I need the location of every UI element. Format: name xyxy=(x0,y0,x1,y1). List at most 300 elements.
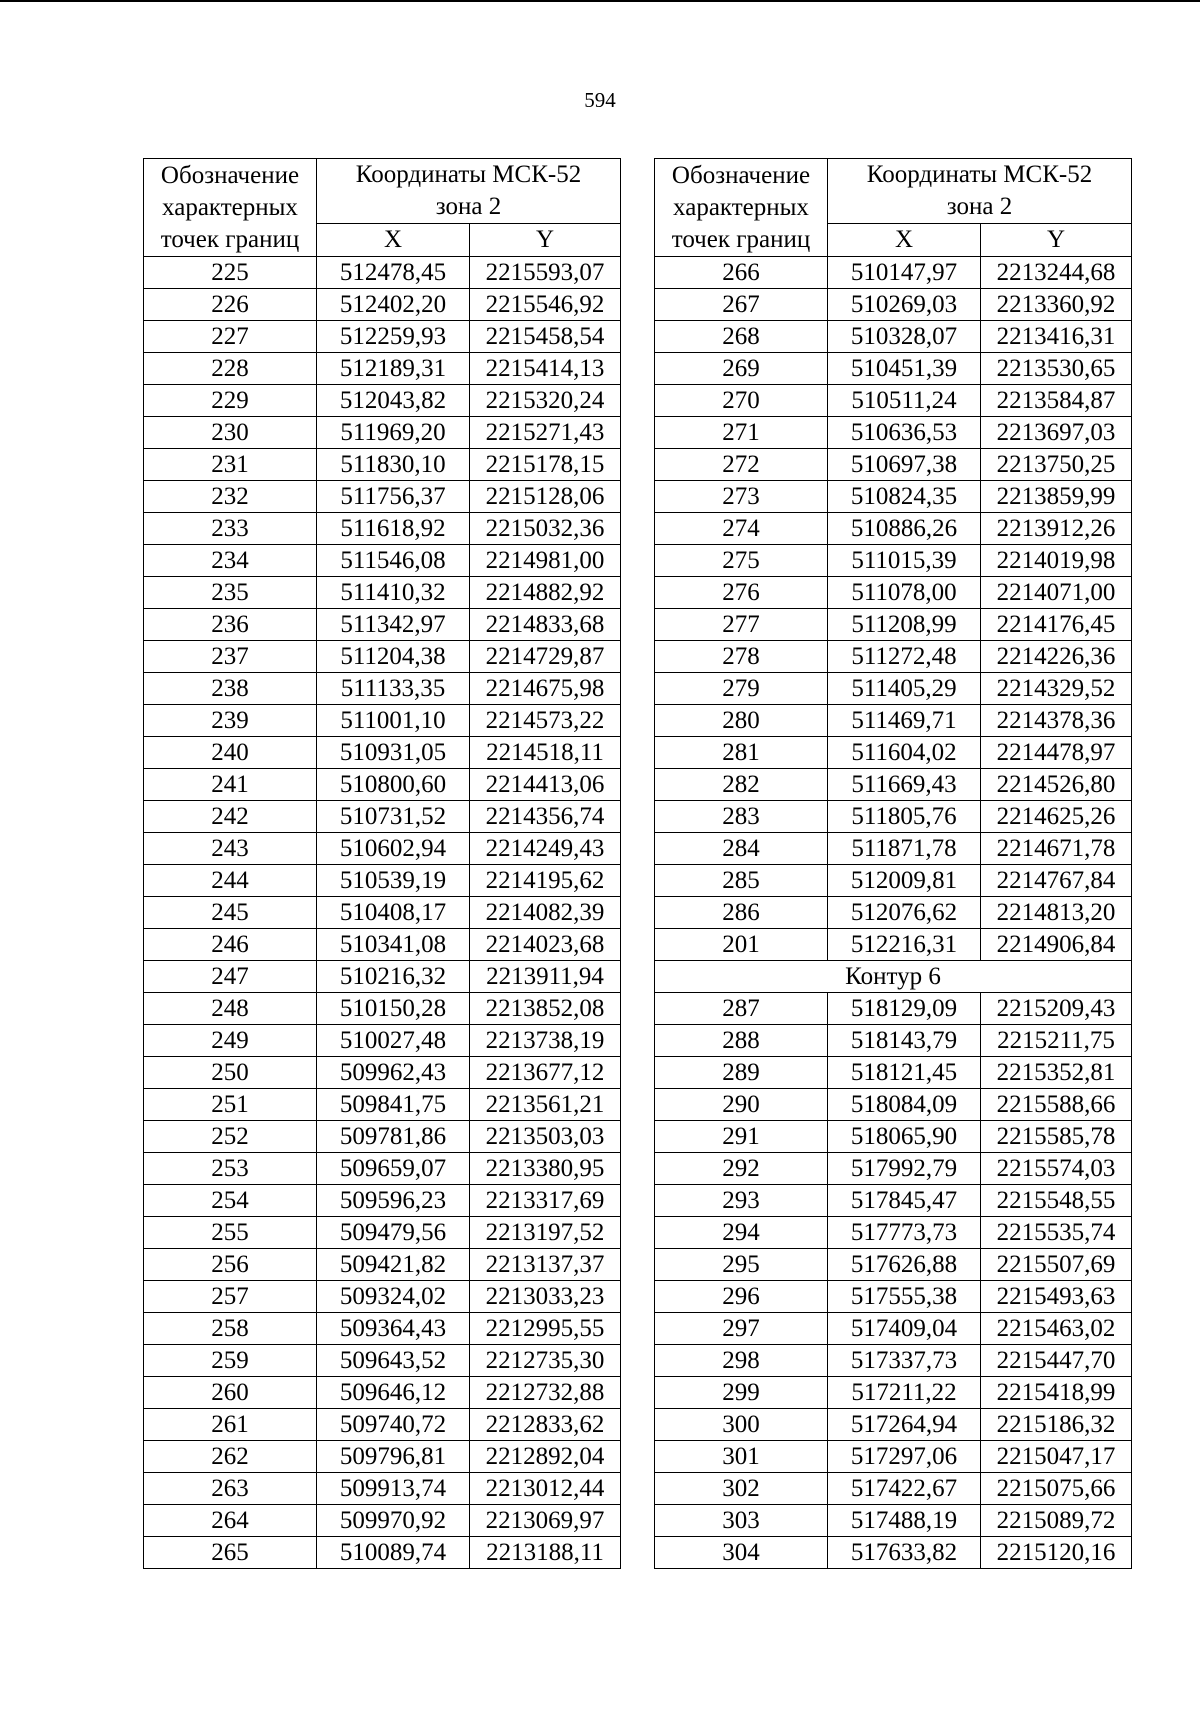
contour-row xyxy=(655,961,1132,993)
table-row xyxy=(144,1505,621,1537)
x-coordinate-cell: 510027,48 xyxy=(317,1025,470,1057)
point-id-cell: 263 xyxy=(144,1473,317,1505)
table-row xyxy=(655,1089,1132,1121)
y-coordinate-cell: 2214478,97 xyxy=(981,737,1132,769)
point-id-cell: 288 xyxy=(655,1025,828,1057)
table-right-body-contour xyxy=(655,993,1132,1569)
x-coordinate-cell: 511078,00 xyxy=(828,577,981,609)
x-coordinate-cell: 512259,93 xyxy=(317,321,470,353)
point-id-cell: 233 xyxy=(144,513,317,545)
y-coordinate-cell: 2213360,92 xyxy=(981,289,1132,321)
point-id-cell: 275 xyxy=(655,545,828,577)
x-coordinate-cell: 517845,47 xyxy=(828,1185,981,1217)
y-coordinate-cell: 2214023,68 xyxy=(470,929,621,961)
y-coordinate-cell: 2214526,80 xyxy=(981,769,1132,801)
point-id-cell: 274 xyxy=(655,513,828,545)
table-row xyxy=(655,609,1132,641)
point-id-cell: 237 xyxy=(144,641,317,673)
y-coordinate-cell: 2213137,37 xyxy=(470,1249,621,1281)
y-coordinate-cell: 2215089,72 xyxy=(981,1505,1132,1537)
table-row xyxy=(655,1441,1132,1473)
table-row xyxy=(144,1537,621,1569)
point-id-cell: 301 xyxy=(655,1441,828,1473)
point-id-cell: 293 xyxy=(655,1185,828,1217)
table-row xyxy=(144,513,621,545)
page-number: 594 xyxy=(584,88,616,112)
point-id-cell: 290 xyxy=(655,1089,828,1121)
x-coordinate-cell: 517337,73 xyxy=(828,1345,981,1377)
y-coordinate-cell: 2215458,54 xyxy=(470,321,621,353)
point-id-cell: 253 xyxy=(144,1153,317,1185)
point-id-cell: 201 xyxy=(655,929,828,961)
table-row xyxy=(144,1089,621,1121)
y-coordinate-cell: 2214378,36 xyxy=(981,705,1132,737)
x-coordinate-cell: 512009,81 xyxy=(828,865,981,897)
point-id-cell: 302 xyxy=(655,1473,828,1505)
table-row xyxy=(655,481,1132,513)
table-left-body xyxy=(144,257,621,1569)
x-coordinate-cell: 518129,09 xyxy=(828,993,981,1025)
coordinates-table-right xyxy=(654,158,1132,1569)
point-id-cell: 289 xyxy=(655,1057,828,1089)
table-row xyxy=(144,1057,621,1089)
table-row xyxy=(655,897,1132,929)
point-id-cell: 285 xyxy=(655,865,828,897)
x-coordinate-cell: 512043,82 xyxy=(317,385,470,417)
y-coordinate-cell: 2215209,43 xyxy=(981,993,1132,1025)
y-coordinate-cell: 2214071,00 xyxy=(981,577,1132,609)
x-coordinate-cell: 509324,02 xyxy=(317,1281,470,1313)
x-coordinate-cell: 510511,24 xyxy=(828,385,981,417)
point-id-cell: 238 xyxy=(144,673,317,705)
point-id-cell: 283 xyxy=(655,801,828,833)
header-x: X xyxy=(828,224,981,257)
table-row xyxy=(144,257,621,289)
x-coordinate-cell: 512478,45 xyxy=(317,257,470,289)
y-coordinate-cell: 2215128,06 xyxy=(470,481,621,513)
point-id-cell: 241 xyxy=(144,769,317,801)
y-coordinate-cell: 2214176,45 xyxy=(981,609,1132,641)
y-coordinate-cell: 2215588,66 xyxy=(981,1089,1132,1121)
table-row xyxy=(144,1281,621,1313)
y-coordinate-cell: 2212732,88 xyxy=(470,1377,621,1409)
y-coordinate-cell: 2215271,43 xyxy=(470,417,621,449)
y-coordinate-cell: 2213317,69 xyxy=(470,1185,621,1217)
table-row xyxy=(655,1409,1132,1441)
point-id-cell: 262 xyxy=(144,1441,317,1473)
point-id-cell: 277 xyxy=(655,609,828,641)
point-id-cell: 256 xyxy=(144,1249,317,1281)
header-designation-line: Обозначение xyxy=(671,161,811,189)
x-coordinate-cell: 509962,43 xyxy=(317,1057,470,1089)
point-id-cell: 260 xyxy=(144,1377,317,1409)
table-row xyxy=(655,641,1132,673)
x-coordinate-cell: 510800,60 xyxy=(317,769,470,801)
table-row xyxy=(655,769,1132,801)
point-id-cell: 303 xyxy=(655,1505,828,1537)
y-coordinate-cell: 2213750,25 xyxy=(981,449,1132,481)
x-coordinate-cell: 509913,74 xyxy=(317,1473,470,1505)
y-coordinate-cell: 2213188,11 xyxy=(470,1537,621,1569)
header-designation-line: точек границ xyxy=(160,225,300,253)
table-row xyxy=(144,833,621,865)
point-id-cell: 228 xyxy=(144,353,317,385)
y-coordinate-cell: 2213677,12 xyxy=(470,1057,621,1089)
y-coordinate-cell: 2214729,87 xyxy=(470,641,621,673)
y-coordinate-cell: 2214518,11 xyxy=(470,737,621,769)
table-row xyxy=(655,353,1132,385)
y-coordinate-cell: 2215211,75 xyxy=(981,1025,1132,1057)
x-coordinate-cell: 510216,32 xyxy=(317,961,470,993)
point-id-cell: 227 xyxy=(144,321,317,353)
y-coordinate-cell: 2213033,23 xyxy=(470,1281,621,1313)
x-coordinate-cell: 511618,92 xyxy=(317,513,470,545)
point-id-cell: 242 xyxy=(144,801,317,833)
point-id-cell: 268 xyxy=(655,321,828,353)
y-coordinate-cell: 2214356,74 xyxy=(470,801,621,833)
point-id-cell: 239 xyxy=(144,705,317,737)
table-row xyxy=(655,929,1132,961)
y-coordinate-cell: 2215535,74 xyxy=(981,1217,1132,1249)
x-coordinate-cell: 511604,02 xyxy=(828,737,981,769)
table-row xyxy=(655,1217,1132,1249)
header-y: Y xyxy=(981,224,1132,257)
table-row xyxy=(144,417,621,449)
table-row xyxy=(655,1185,1132,1217)
table-row xyxy=(655,1121,1132,1153)
y-coordinate-cell: 2214082,39 xyxy=(470,897,621,929)
y-coordinate-cell: 2215186,32 xyxy=(981,1409,1132,1441)
table-row xyxy=(144,1025,621,1057)
table-row xyxy=(144,385,621,417)
x-coordinate-cell: 511669,43 xyxy=(828,769,981,801)
x-coordinate-cell: 510731,52 xyxy=(317,801,470,833)
x-coordinate-cell: 509659,07 xyxy=(317,1153,470,1185)
table-row xyxy=(144,897,621,929)
y-coordinate-cell: 2213416,31 xyxy=(981,321,1132,353)
point-id-cell: 250 xyxy=(144,1057,317,1089)
x-coordinate-cell: 510408,17 xyxy=(317,897,470,929)
y-coordinate-cell: 2214019,98 xyxy=(981,545,1132,577)
table-row xyxy=(655,865,1132,897)
table-row xyxy=(144,577,621,609)
y-coordinate-cell: 2213584,87 xyxy=(981,385,1132,417)
point-id-cell: 249 xyxy=(144,1025,317,1057)
point-id-cell: 261 xyxy=(144,1409,317,1441)
point-id-cell: 296 xyxy=(655,1281,828,1313)
header-coordinates-line: Координаты МСК-52 xyxy=(355,161,582,188)
header-coordinates xyxy=(317,159,621,224)
table-row xyxy=(144,1409,621,1441)
x-coordinate-cell: 509421,82 xyxy=(317,1249,470,1281)
header-coordinates-line: Координаты МСК-52 xyxy=(866,161,1093,188)
y-coordinate-cell: 2214329,52 xyxy=(981,673,1132,705)
y-coordinate-cell: 2214882,92 xyxy=(470,577,621,609)
point-id-cell: 294 xyxy=(655,1217,828,1249)
y-coordinate-cell: 2213069,97 xyxy=(470,1505,621,1537)
y-coordinate-cell: 2213912,26 xyxy=(981,513,1132,545)
x-coordinate-cell: 510150,28 xyxy=(317,993,470,1025)
point-id-cell: 281 xyxy=(655,737,828,769)
table-row xyxy=(655,385,1132,417)
x-coordinate-cell: 509643,52 xyxy=(317,1345,470,1377)
y-coordinate-cell: 2215047,17 xyxy=(981,1441,1132,1473)
point-id-cell: 299 xyxy=(655,1377,828,1409)
y-coordinate-cell: 2213859,99 xyxy=(981,481,1132,513)
x-coordinate-cell: 510451,39 xyxy=(828,353,981,385)
table-row xyxy=(655,1537,1132,1569)
y-coordinate-cell: 2215032,36 xyxy=(470,513,621,545)
point-id-cell: 258 xyxy=(144,1313,317,1345)
x-coordinate-cell: 511001,10 xyxy=(317,705,470,737)
x-coordinate-cell: 517633,82 xyxy=(828,1537,981,1569)
table-row xyxy=(655,1249,1132,1281)
point-id-cell: 267 xyxy=(655,289,828,321)
x-coordinate-cell: 512189,31 xyxy=(317,353,470,385)
x-coordinate-cell: 518084,09 xyxy=(828,1089,981,1121)
x-coordinate-cell: 510328,07 xyxy=(828,321,981,353)
point-id-cell: 225 xyxy=(144,257,317,289)
point-id-cell: 254 xyxy=(144,1185,317,1217)
header-coordinates-line: зона 2 xyxy=(946,193,1013,220)
point-id-cell: 259 xyxy=(144,1345,317,1377)
point-id-cell: 278 xyxy=(655,641,828,673)
table-row xyxy=(144,609,621,641)
table-row xyxy=(144,481,621,513)
x-coordinate-cell: 517488,19 xyxy=(828,1505,981,1537)
header-coordinates xyxy=(828,159,1132,224)
coordinates-table-left xyxy=(143,158,621,1569)
table-row xyxy=(144,929,621,961)
x-coordinate-cell: 517555,38 xyxy=(828,1281,981,1313)
y-coordinate-cell: 2213738,19 xyxy=(470,1025,621,1057)
table-row xyxy=(655,737,1132,769)
table-row xyxy=(655,1377,1132,1409)
x-coordinate-cell: 510341,08 xyxy=(317,929,470,961)
y-coordinate-cell: 2215574,03 xyxy=(981,1153,1132,1185)
table-row xyxy=(144,705,621,737)
x-coordinate-cell: 511871,78 xyxy=(828,833,981,865)
x-coordinate-cell: 511805,76 xyxy=(828,801,981,833)
table-row xyxy=(144,737,621,769)
x-coordinate-cell: 509970,92 xyxy=(317,1505,470,1537)
x-coordinate-cell: 509596,23 xyxy=(317,1185,470,1217)
table-row xyxy=(144,1313,621,1345)
table-row xyxy=(144,1249,621,1281)
x-coordinate-cell: 511546,08 xyxy=(317,545,470,577)
header-x: X xyxy=(317,224,470,257)
table-row xyxy=(144,353,621,385)
x-coordinate-cell: 511015,39 xyxy=(828,545,981,577)
point-id-cell: 300 xyxy=(655,1409,828,1441)
x-coordinate-cell: 511208,99 xyxy=(828,609,981,641)
y-coordinate-cell: 2215447,70 xyxy=(981,1345,1132,1377)
y-coordinate-cell: 2213852,08 xyxy=(470,993,621,1025)
point-id-cell: 265 xyxy=(144,1537,317,1569)
x-coordinate-cell: 511469,71 xyxy=(828,705,981,737)
point-id-cell: 272 xyxy=(655,449,828,481)
point-id-cell: 246 xyxy=(144,929,317,961)
point-id-cell: 236 xyxy=(144,609,317,641)
x-coordinate-cell: 511756,37 xyxy=(317,481,470,513)
table-row xyxy=(144,449,621,481)
y-coordinate-cell: 2213012,44 xyxy=(470,1473,621,1505)
header-designation xyxy=(655,159,828,257)
y-coordinate-cell: 2214671,78 xyxy=(981,833,1132,865)
y-coordinate-cell: 2213380,95 xyxy=(470,1153,621,1185)
x-coordinate-cell: 517773,73 xyxy=(828,1217,981,1249)
y-coordinate-cell: 2214226,36 xyxy=(981,641,1132,673)
y-coordinate-cell: 2212735,30 xyxy=(470,1345,621,1377)
y-coordinate-cell: 2213561,21 xyxy=(470,1089,621,1121)
table-row xyxy=(144,1185,621,1217)
point-id-cell: 251 xyxy=(144,1089,317,1121)
x-coordinate-cell: 510824,35 xyxy=(828,481,981,513)
contour-section xyxy=(655,961,1132,993)
x-coordinate-cell: 518121,45 xyxy=(828,1057,981,1089)
table-row xyxy=(144,1345,621,1377)
x-coordinate-cell: 510697,38 xyxy=(828,449,981,481)
y-coordinate-cell: 2215075,66 xyxy=(981,1473,1132,1505)
x-coordinate-cell: 509740,72 xyxy=(317,1409,470,1441)
y-coordinate-cell: 2215546,92 xyxy=(470,289,621,321)
point-id-cell: 252 xyxy=(144,1121,317,1153)
x-coordinate-cell: 517409,04 xyxy=(828,1313,981,1345)
x-coordinate-cell: 518143,79 xyxy=(828,1025,981,1057)
point-id-cell: 298 xyxy=(655,1345,828,1377)
point-id-cell: 273 xyxy=(655,481,828,513)
table-row xyxy=(144,1217,621,1249)
table-row xyxy=(655,1057,1132,1089)
table-row xyxy=(144,1473,621,1505)
table-row xyxy=(655,1281,1132,1313)
x-coordinate-cell: 509781,86 xyxy=(317,1121,470,1153)
x-coordinate-cell: 512216,31 xyxy=(828,929,981,961)
y-coordinate-cell: 2214249,43 xyxy=(470,833,621,865)
y-coordinate-cell: 2214906,84 xyxy=(981,929,1132,961)
y-coordinate-cell: 2215320,24 xyxy=(470,385,621,417)
table-row xyxy=(144,1153,621,1185)
point-id-cell: 266 xyxy=(655,257,828,289)
point-id-cell: 284 xyxy=(655,833,828,865)
point-id-cell: 255 xyxy=(144,1217,317,1249)
x-coordinate-cell: 510886,26 xyxy=(828,513,981,545)
y-coordinate-cell: 2214413,06 xyxy=(470,769,621,801)
x-coordinate-cell: 511272,48 xyxy=(828,641,981,673)
table-row xyxy=(655,1025,1132,1057)
header-designation-line: характерных xyxy=(162,193,298,221)
y-coordinate-cell: 2214833,68 xyxy=(470,609,621,641)
point-id-cell: 243 xyxy=(144,833,317,865)
x-coordinate-cell: 512076,62 xyxy=(828,897,981,929)
header-y: Y xyxy=(470,224,621,257)
x-coordinate-cell: 517297,06 xyxy=(828,1441,981,1473)
x-coordinate-cell: 517264,94 xyxy=(828,1409,981,1441)
x-coordinate-cell: 518065,90 xyxy=(828,1121,981,1153)
point-id-cell: 245 xyxy=(144,897,317,929)
y-coordinate-cell: 2214573,22 xyxy=(470,705,621,737)
y-coordinate-cell: 2215178,15 xyxy=(470,449,621,481)
y-coordinate-cell: 2214767,84 xyxy=(981,865,1132,897)
point-id-cell: 264 xyxy=(144,1505,317,1537)
point-id-cell: 276 xyxy=(655,577,828,609)
point-id-cell: 244 xyxy=(144,865,317,897)
point-id-cell: 271 xyxy=(655,417,828,449)
table-row xyxy=(144,545,621,577)
table-row xyxy=(655,705,1132,737)
x-coordinate-cell: 510602,94 xyxy=(317,833,470,865)
x-coordinate-cell: 517626,88 xyxy=(828,1249,981,1281)
table-row xyxy=(144,321,621,353)
point-id-cell: 235 xyxy=(144,577,317,609)
point-id-cell: 270 xyxy=(655,385,828,417)
x-coordinate-cell: 510269,03 xyxy=(828,289,981,321)
table-row xyxy=(655,673,1132,705)
x-coordinate-cell: 511133,35 xyxy=(317,673,470,705)
y-coordinate-cell: 2214675,98 xyxy=(470,673,621,705)
x-coordinate-cell: 517422,67 xyxy=(828,1473,981,1505)
table-row xyxy=(144,289,621,321)
point-id-cell: 279 xyxy=(655,673,828,705)
point-id-cell: 269 xyxy=(655,353,828,385)
y-coordinate-cell: 2214195,62 xyxy=(470,865,621,897)
x-coordinate-cell: 511342,97 xyxy=(317,609,470,641)
point-id-cell: 292 xyxy=(655,1153,828,1185)
table-row xyxy=(655,449,1132,481)
table-row xyxy=(655,1473,1132,1505)
table-row xyxy=(144,769,621,801)
table-row xyxy=(655,993,1132,1025)
x-coordinate-cell: 509646,12 xyxy=(317,1377,470,1409)
table-row xyxy=(655,545,1132,577)
table-row xyxy=(655,513,1132,545)
x-coordinate-cell: 510539,19 xyxy=(317,865,470,897)
point-id-cell: 247 xyxy=(144,961,317,993)
point-id-cell: 287 xyxy=(655,993,828,1025)
y-coordinate-cell: 2215548,55 xyxy=(981,1185,1132,1217)
x-coordinate-cell: 509796,81 xyxy=(317,1441,470,1473)
y-coordinate-cell: 2213911,94 xyxy=(470,961,621,993)
header-designation-line: Обозначение xyxy=(160,161,300,189)
y-coordinate-cell: 2215414,13 xyxy=(470,353,621,385)
x-coordinate-cell: 510147,97 xyxy=(828,257,981,289)
table-row xyxy=(144,673,621,705)
header-coordinates-line: зона 2 xyxy=(435,193,502,220)
x-coordinate-cell: 510636,53 xyxy=(828,417,981,449)
y-coordinate-cell: 2213244,68 xyxy=(981,257,1132,289)
table-row xyxy=(144,1441,621,1473)
x-coordinate-cell: 511204,38 xyxy=(317,641,470,673)
x-coordinate-cell: 510089,74 xyxy=(317,1537,470,1569)
point-id-cell: 248 xyxy=(144,993,317,1025)
table-row xyxy=(655,257,1132,289)
y-coordinate-cell: 2212995,55 xyxy=(470,1313,621,1345)
point-id-cell: 231 xyxy=(144,449,317,481)
header-designation xyxy=(144,159,317,257)
point-id-cell: 226 xyxy=(144,289,317,321)
y-coordinate-cell: 2212892,04 xyxy=(470,1441,621,1473)
header-designation-line: характерных xyxy=(673,193,809,221)
y-coordinate-cell: 2213503,03 xyxy=(470,1121,621,1153)
y-coordinate-cell: 2215463,02 xyxy=(981,1313,1132,1345)
table-row xyxy=(144,961,621,993)
x-coordinate-cell: 509364,43 xyxy=(317,1313,470,1345)
y-coordinate-cell: 2215352,81 xyxy=(981,1057,1132,1089)
header-designation-line: точек границ xyxy=(671,225,811,253)
table-row xyxy=(144,1121,621,1153)
y-coordinate-cell: 2213197,52 xyxy=(470,1217,621,1249)
y-coordinate-cell: 2215120,16 xyxy=(981,1537,1132,1569)
